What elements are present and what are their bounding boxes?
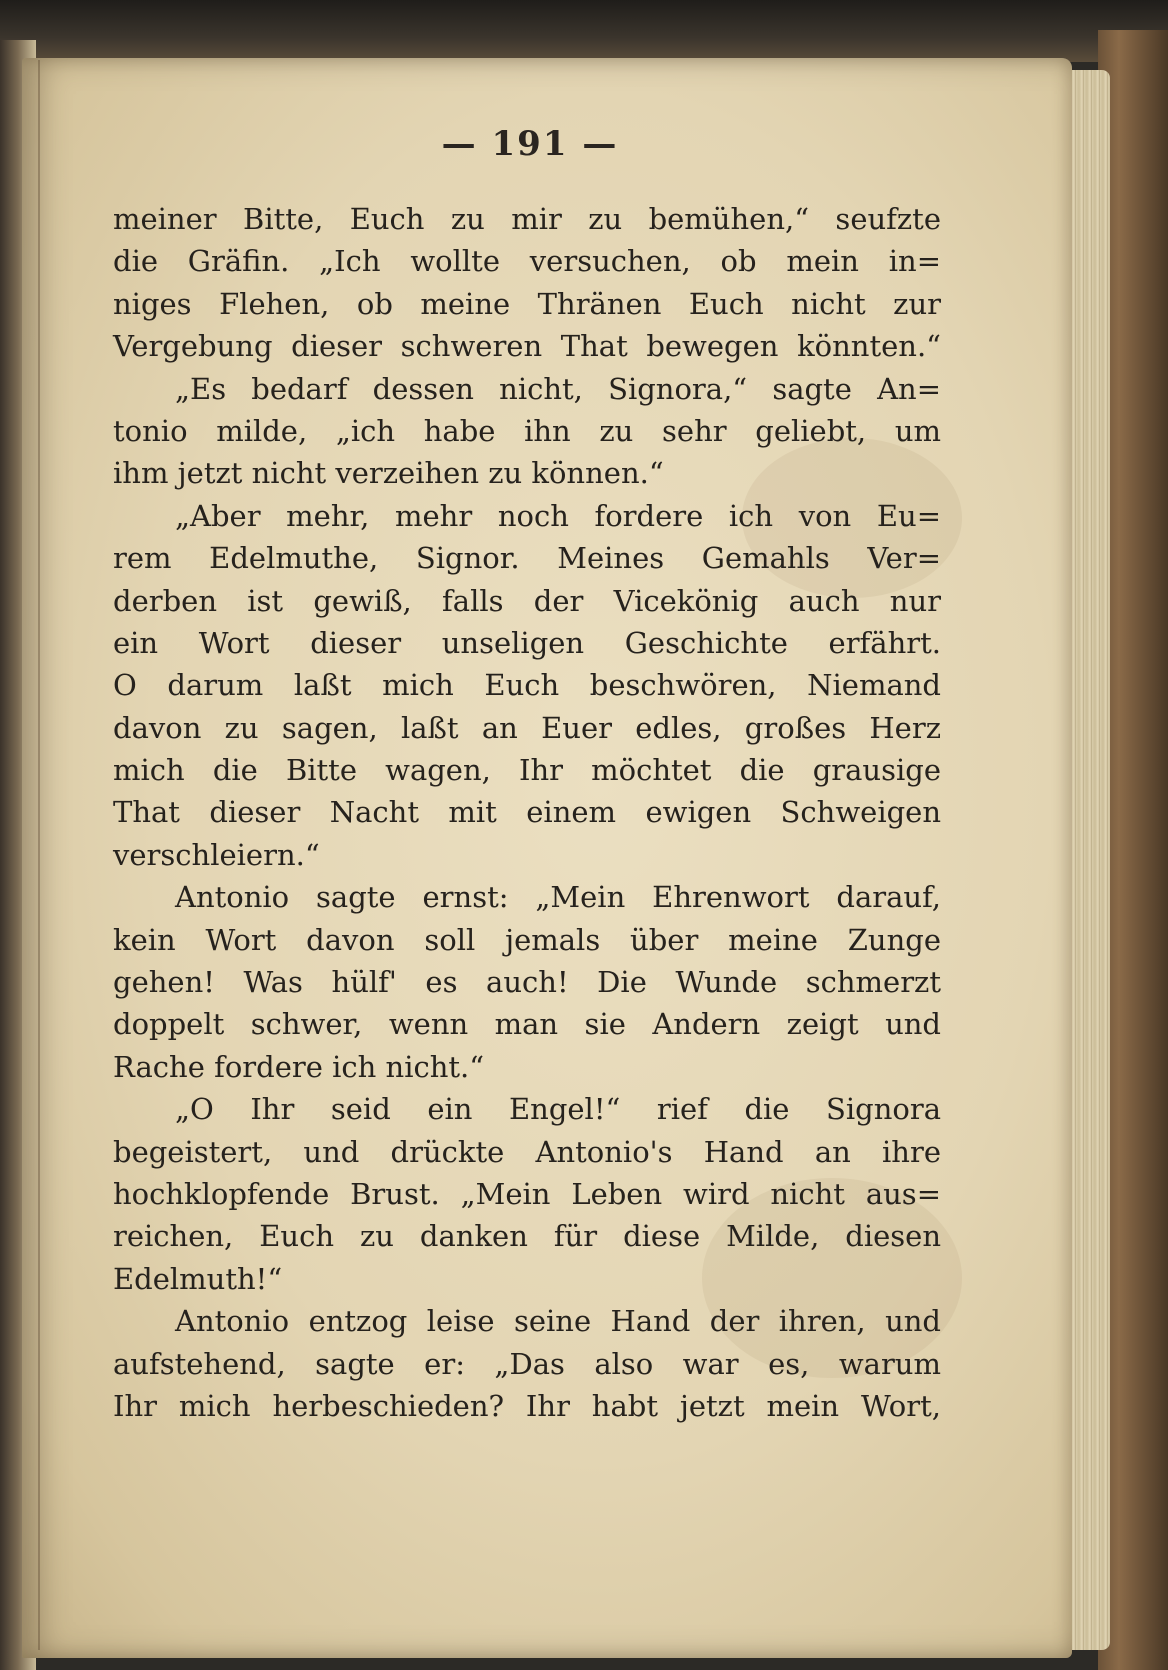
text-line: gehen! Was hülf' es auch! Die Wunde schmerzt — [113, 965, 941, 1000]
text-line: kein Wort davon soll jemals über meine Zunge — [113, 922, 941, 957]
text-line: reichen, Euch zu danken für diese Milde, diesen — [113, 1219, 941, 1254]
text-line: Ihr mich herbeschieden? Ihr habt jetzt mein Wort, — [113, 1388, 941, 1423]
page-number: — 191 — — [441, 124, 619, 164]
text-line: niges Flehen, ob meine Thränen Euch nicht zur — [113, 286, 941, 321]
text-line: rem Edelmuthe, Signor. Meines Gemahls Ver= — [113, 541, 941, 576]
text-line: tonio milde, „ich habe ihn zu sehr geliebt, um — [113, 413, 941, 448]
text-line: verschleiern.“ — [113, 837, 320, 872]
text-line: Antonio entzog leise seine Hand der ihren, und — [175, 1304, 941, 1339]
page-fold-line — [38, 60, 40, 1650]
text-line: begeistert, und drückte Antonio's Hand an ihre — [113, 1134, 941, 1169]
text-line: Vergebung dieser schweren That bewegen könnten.“ — [113, 329, 941, 364]
text-line: hochklopfende Brust. „Mein Leben wird nicht aus= — [113, 1176, 941, 1211]
text-line: O darum laßt mich Euch beschwören, Niemand — [113, 668, 941, 703]
text-line: „Aber mehr, mehr noch fordere ich von Eu= — [175, 498, 941, 533]
text-line: mich die Bitte wagen, Ihr möchtet die grausige — [113, 753, 941, 788]
text-line: die Gräfin. „Ich wollte versuchen, ob mein in= — [113, 244, 941, 279]
text-line: ihm jetzt nicht verzeihen zu können.“ — [113, 456, 664, 491]
text-line: aufstehend, sagte er: „Das also war es, warum — [113, 1346, 941, 1381]
text-line: Antonio sagte ernst: „Mein Ehrenwort darauf, — [175, 880, 941, 915]
text-line: Rache fordere ich nicht.“ — [113, 1049, 485, 1084]
text-line: davon zu sagen, laßt an Euer edles, großes Herz — [113, 710, 941, 745]
text-line: „O Ihr seid ein Engel!“ rief die Signora — [175, 1092, 941, 1127]
text-line: „Es bedarf dessen nicht, Signora,“ sagte An= — [175, 371, 941, 406]
text-line: meiner Bitte, Euch zu mir zu bemühen,“ seufzte — [113, 202, 941, 236]
text-line: ein Wort dieser unseligen Geschichte erfährt. — [113, 625, 941, 660]
text-line: That dieser Nacht mit einem ewigen Schweigen — [113, 795, 941, 830]
text-line: Edelmuth!“ — [113, 1261, 283, 1296]
body-text — [113, 198, 941, 1427]
book-top-edge — [0, 0, 1168, 62]
text-line: derben ist gewiß, falls der Vicekönig auch nur — [113, 583, 941, 618]
text-line: doppelt schwer, wenn man sie Andern zeigt und — [113, 1007, 941, 1042]
